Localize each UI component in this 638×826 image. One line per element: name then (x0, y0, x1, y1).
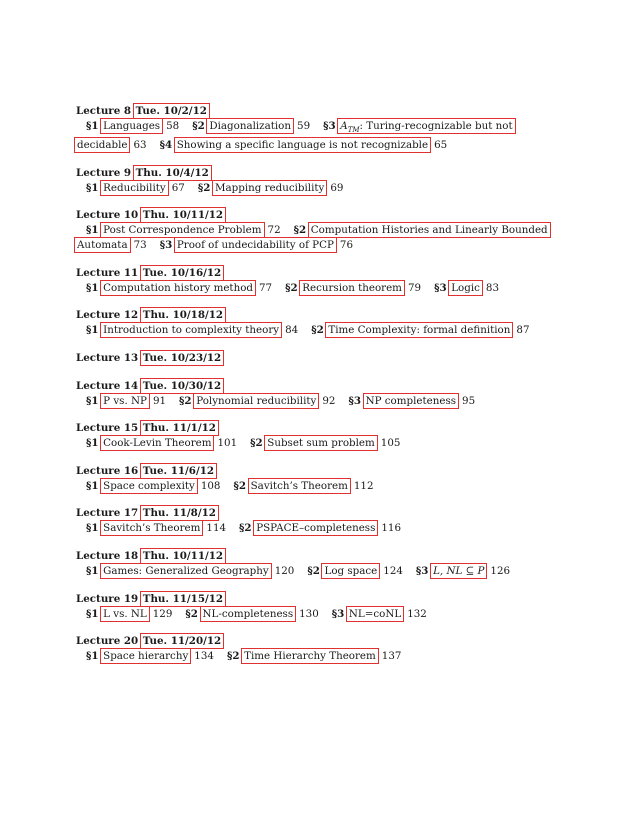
lecture-title: Lecture 18 (76, 549, 142, 562)
page-number: 124 (383, 564, 403, 577)
lecture-entry (76, 634, 572, 664)
page-number: 67 (171, 181, 185, 194)
section-number: §2 (307, 564, 324, 577)
section-number: §2 (285, 281, 302, 294)
lecture-entry (76, 104, 572, 153)
section-line (76, 281, 572, 296)
lecture-title: Lecture 19 (76, 592, 142, 605)
section-link[interactable]: Log space (324, 564, 378, 577)
lecture-entry (76, 464, 572, 494)
page-number: 79 (407, 281, 422, 294)
lecture-heading (76, 104, 572, 119)
lecture-entry (76, 549, 572, 579)
section-link[interactable]: Mapping reducibility (214, 181, 325, 194)
lecture-title: Lecture 13 (76, 352, 142, 365)
lecture-title: Lecture 10 (76, 209, 142, 222)
page-number: 72 (267, 224, 281, 237)
section-number: §3 (323, 120, 340, 132)
section-link[interactable]: Time Complexity: formal definition (328, 324, 511, 337)
section-number: §2 (250, 437, 267, 450)
lecture-entry (76, 506, 572, 536)
section-link[interactable]: Languages (103, 120, 161, 132)
section-line (76, 223, 572, 238)
lecture-date-link[interactable]: Tue. 11/6/12 (142, 464, 215, 477)
section-number: §1 (86, 181, 103, 194)
section-number: §3 (348, 394, 365, 407)
page-number: 132 (407, 607, 427, 620)
lecture-title: Lecture 8 (76, 105, 135, 117)
lecture-heading (76, 351, 572, 366)
lecture-heading (76, 208, 572, 223)
table-of-contents (76, 104, 572, 677)
lecture-title: Lecture 14 (76, 379, 142, 392)
lecture-entry (76, 266, 572, 296)
lecture-entry (76, 208, 572, 253)
lecture-heading (76, 266, 572, 281)
section-line (76, 138, 572, 153)
section-line (76, 521, 572, 536)
section-link[interactable]: Introduction to complexity theory (103, 324, 280, 337)
page-number: 114 (206, 522, 227, 535)
section-number: §1 (86, 324, 103, 337)
section-link[interactable]: decidable (77, 139, 128, 152)
section-number: §3 (415, 564, 433, 577)
page-number: 65 (434, 139, 448, 152)
lecture-heading (76, 379, 572, 394)
section-number: §1 (86, 120, 103, 132)
page-number: 130 (299, 607, 319, 620)
section-link[interactable]: Diagonalization (209, 120, 292, 132)
lecture-heading (76, 166, 572, 181)
page-number: 126 (490, 564, 511, 577)
section-link[interactable]: Savitch’s Theorem (250, 479, 348, 492)
section-link[interactable]: P vs. NP (103, 394, 147, 407)
page-number: 134 (194, 650, 214, 663)
lecture-date-link[interactable]: Thu. 11/1/12 (142, 422, 216, 435)
section-link[interactable]: Post Correspondence Problem (103, 224, 262, 237)
lecture-title: Lecture 15 (76, 422, 142, 435)
lecture-date-link[interactable]: Thu. 11/8/12 (142, 507, 216, 520)
lecture-date-link[interactable]: Tue. 10/30/12 (142, 379, 222, 392)
lecture-title: Lecture 20 (76, 635, 142, 648)
section-number: §1 (86, 437, 103, 450)
section-number: §2 (293, 224, 310, 237)
page-number: 120 (274, 564, 295, 577)
lecture-entry (76, 166, 572, 196)
page-number: 101 (217, 437, 238, 450)
lecture-heading (76, 506, 572, 521)
lecture-heading (76, 464, 572, 479)
section-link[interactable]: NL-completeness (202, 607, 294, 620)
section-link[interactable]: Logic (451, 281, 480, 294)
section-link[interactable]: Subset sum problem (267, 437, 375, 450)
page-number: 83 (485, 281, 500, 294)
lecture-entry (76, 379, 572, 409)
lecture-date-link[interactable]: Thu. 10/11/12 (142, 209, 224, 222)
section-number: §1 (86, 564, 103, 577)
section-line (76, 323, 572, 338)
lecture-date-link[interactable]: Tue. 10/16/12 (142, 266, 222, 279)
lecture-title: Lecture 12 (76, 309, 142, 322)
lecture-heading (76, 421, 572, 436)
section-link[interactable]: Proof of undecidability of PCP (176, 239, 334, 252)
section-number: §3 (331, 607, 348, 620)
page-number: 129 (152, 607, 173, 620)
lecture-title: Lecture 16 (76, 464, 142, 477)
lecture-heading (76, 634, 572, 649)
page-number: 77 (259, 281, 273, 294)
section-link[interactable]: Cook-Levin Theorem (103, 437, 212, 450)
lecture-date-link[interactable]: Tue. 11/20/12 (142, 635, 222, 648)
lecture-date-link[interactable]: Thu. 11/15/12 (142, 592, 224, 605)
lecture-date-link[interactable]: Thu. 10/11/12 (142, 549, 224, 562)
page-number: 92 (322, 394, 336, 407)
page-number: 91 (152, 394, 167, 407)
page-number: 116 (381, 522, 402, 535)
section-number: §3 (434, 281, 451, 294)
section-number: §3 (159, 239, 176, 252)
section-number: §1 (86, 479, 103, 492)
section-line (76, 181, 572, 196)
section-number: §1 (86, 607, 103, 620)
section-number: §1 (86, 224, 103, 237)
section-link[interactable]: Polynomial reducibility (196, 394, 317, 407)
section-link[interactable]: $A_{TM}$: Turing-recognizable but not (340, 120, 513, 135)
lecture-title: Lecture 17 (76, 507, 142, 520)
section-number: §2 (179, 394, 196, 407)
lecture-date-link[interactable]: Tue. 10/23/12 (142, 352, 222, 365)
section-number: §2 (226, 650, 244, 663)
section-line (76, 607, 572, 622)
page-number: 95 (462, 394, 476, 407)
lecture-date-link[interactable]: Tue. 10/2/12 (135, 105, 207, 117)
section-line (76, 436, 572, 451)
section-number: §1 (86, 650, 103, 663)
section-number: §2 (185, 607, 202, 620)
section-link[interactable]: Computation Histories and Linearly Bounded (310, 224, 548, 237)
section-link[interactable]: Computation history method (103, 281, 253, 294)
section-number: §2 (192, 120, 209, 132)
section-link[interactable]: NL=coNL (348, 607, 402, 620)
section-line (76, 649, 572, 664)
lecture-entry (76, 308, 572, 338)
section-link[interactable]: NP completeness (365, 394, 457, 407)
section-link[interactable]: L, NL ⊆ P (433, 564, 485, 577)
page-number: 84 (285, 324, 299, 337)
section-link[interactable]: Time Hierarchy Theorem (244, 650, 376, 663)
section-number: §2 (197, 181, 214, 194)
page-number: 63 (133, 139, 147, 152)
section-line (76, 564, 572, 579)
lecture-title: Lecture 9 (76, 166, 135, 179)
page-number: 73 (133, 239, 147, 252)
section-link[interactable]: Showing a specific language is not recognizable (176, 139, 429, 152)
lecture-date-link[interactable]: Thu. 10/18/12 (142, 309, 224, 322)
page-number: 58 (166, 120, 180, 132)
lecture-title: Lecture 11 (76, 266, 142, 279)
page-number: 112 (353, 479, 374, 492)
page-number: 87 (516, 324, 530, 337)
lecture-entry (76, 421, 572, 451)
section-line (76, 238, 572, 253)
section-number: §1 (86, 522, 103, 535)
section-link[interactable]: Automata (77, 239, 128, 252)
page-number: 59 (297, 120, 311, 132)
page-number: 69 (330, 181, 344, 194)
lecture-heading (76, 549, 572, 564)
section-link[interactable]: Reducibility (103, 181, 166, 194)
page-number: 108 (200, 479, 221, 492)
lecture-date-link[interactable]: Thu. 10/4/12 (135, 166, 209, 179)
section-line (76, 479, 572, 494)
section-number: §1 (86, 394, 103, 407)
section-link[interactable]: Space complexity (103, 479, 195, 492)
section-link[interactable]: Savitch’s Theorem (103, 522, 201, 535)
page-number: 137 (381, 650, 402, 663)
lecture-entry (76, 351, 572, 366)
section-link[interactable]: Games: Generalized Geography (103, 564, 269, 577)
page-number: 76 (339, 239, 354, 252)
section-number: §2 (233, 479, 250, 492)
section-line (76, 394, 572, 409)
lecture-entry (76, 592, 572, 622)
section-link[interactable]: L vs. NL (103, 607, 147, 620)
section-line (76, 119, 572, 138)
page-number: 105 (380, 437, 401, 450)
section-link[interactable]: Recursion theorem (302, 281, 402, 294)
section-number: §2 (239, 522, 256, 535)
section-number: §1 (86, 281, 103, 294)
lecture-heading (76, 308, 572, 323)
section-link[interactable]: PSPACE–completeness (256, 522, 376, 535)
section-number: §4 (159, 139, 176, 152)
lecture-heading (76, 592, 572, 607)
section-number: §2 (311, 324, 328, 337)
section-link[interactable]: Space hierarchy (103, 650, 189, 663)
